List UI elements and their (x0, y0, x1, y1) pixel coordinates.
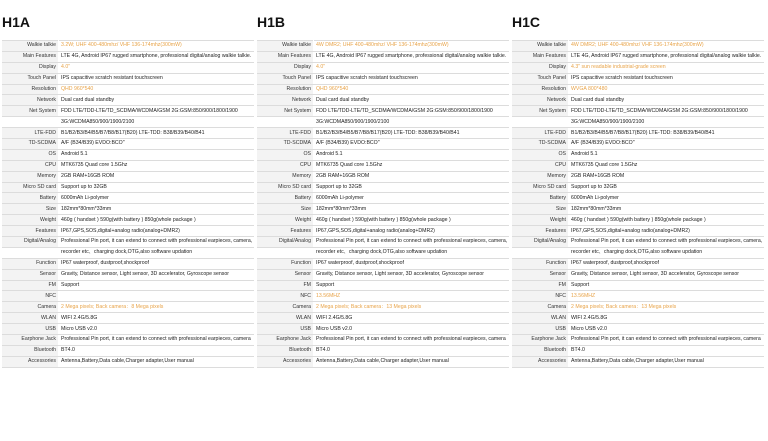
spec-value: B1/B2/B3/B4/B5/B7/B8/B17(B20) LTE-TDD: B38/B39/B40/B41 (314, 128, 510, 139)
model-title: H1B (257, 14, 286, 30)
spec-value: BT4.0 (314, 345, 510, 356)
spec-value: Micro USB v2.0 (314, 324, 510, 335)
spec-row (512, 226, 764, 237)
spec-value: 4W DMR2; UHF 400-480mhz/ VHF 136-174mhz(300mW) (314, 41, 510, 52)
spec-row (512, 106, 764, 117)
spec-label: WLAN (512, 313, 569, 324)
spec-label: Micro SD card (257, 182, 314, 193)
spec-row (257, 62, 509, 73)
spec-row (2, 356, 254, 367)
spec-value: LTE 4G, Android IP67 rugged smartphone, professional digital/analog walkie talkie. (59, 51, 255, 62)
spec-value: LTE 4G, Android IP67 rugged smartphone, professional digital/analog walkie talkie. (314, 51, 510, 62)
spec-label: CPU (2, 160, 59, 171)
spec-value: 4W DMR2; UHF 400-480mhz/ VHF 136-174mhz(300mW) (569, 41, 765, 52)
spec-label: USB (512, 324, 569, 335)
spec-label: Resolution (257, 84, 314, 95)
spec-row (257, 313, 509, 324)
spec-label: Net System (512, 106, 569, 117)
spec-value: 4.0" (314, 62, 510, 73)
spec-value: QHD 960*540 (314, 84, 510, 95)
spec-value: WVGA 800*480 (569, 84, 765, 95)
spec-row (257, 258, 509, 269)
spec-label: CPU (257, 160, 314, 171)
spec-value: 13.56MHZ (314, 291, 510, 302)
spec-value: A/F (B34/B39) EVDO:BCO" (314, 139, 510, 150)
spec-label: Micro SD card (2, 182, 59, 193)
spec-label: Micro SD card (512, 182, 569, 193)
spec-row (257, 171, 509, 182)
spec-label: USB (2, 324, 59, 335)
spec-value: B1/B2/B3/B4/B5/B7/B8/B17(B20) LTE-TDD: B38/B39/B40/B41 (569, 128, 765, 139)
spec-row (512, 302, 764, 313)
spec-label: Sensor (257, 269, 314, 280)
spec-row (2, 345, 254, 356)
spec-value: 6000mAh Li-polymer (59, 193, 255, 204)
spec-row (2, 41, 254, 52)
spec-value: Support (314, 280, 510, 291)
spec-label: Bluetooth (2, 345, 59, 356)
spec-row (512, 149, 764, 160)
spec-row (257, 345, 509, 356)
spec-label: Main Features (512, 51, 569, 62)
model-title: H1A (2, 14, 31, 30)
spec-row (512, 335, 764, 346)
spec-value: 2GB RAM+16GB ROM (314, 171, 510, 182)
spec-label: Battery (257, 193, 314, 204)
spec-row (257, 41, 509, 52)
spec-row (2, 226, 254, 237)
spec-value: WIFI 2.4G/5.8G (314, 313, 510, 324)
spec-row (2, 204, 254, 215)
spec-row (257, 335, 509, 346)
spec-row (257, 302, 509, 313)
spec-value: 460g ( handset ) 590g(with battery ) 850g(whole package ) (314, 215, 510, 226)
spec-table (512, 40, 764, 368)
spec-label: Size (512, 204, 569, 215)
spec-value: B1/B2/B3/B4/B5/B7/B8/B17(B20) LTE-TDD: B38/B39/B40/B41 (59, 128, 255, 139)
spec-row (257, 269, 509, 280)
spec-row (2, 51, 254, 62)
spec-label: Touch Panel (512, 73, 569, 84)
spec-label: Accessories (2, 356, 59, 367)
spec-value: 2GB RAM+16GB ROM (59, 171, 255, 182)
spec-row (2, 313, 254, 324)
spec-value: FDD LTE/TDD-LTE/TD_SCDMA/WCDMA/GSM 2G:GSM:850/900/1800/1900 (569, 106, 765, 117)
spec-value: Support (59, 280, 255, 291)
spec-label: Battery (512, 193, 569, 204)
spec-value: IPS capacitive scratch resistant touchscreen (59, 73, 255, 84)
spec-row (2, 291, 254, 302)
spec-label: Weight (257, 215, 314, 226)
spec-label: Memory (2, 171, 59, 182)
spec-row (2, 84, 254, 95)
spec-row (512, 258, 764, 269)
spec-value: recorder etc、charging dock,OTG,also software updation (569, 247, 765, 258)
spec-label: LTE-FDD (2, 128, 59, 139)
spec-label: Memory (257, 171, 314, 182)
spec-value: IP67,GPS,SOS,digital+analog radio(analog+DMR2) (314, 226, 510, 237)
spec-row (257, 106, 509, 117)
spec-value: Dual card dual standby (314, 95, 510, 106)
spec-label: Features (257, 226, 314, 237)
spec-value: BT4.0 (59, 345, 255, 356)
spec-label: FM (512, 280, 569, 291)
spec-label (2, 117, 59, 128)
spec-value: Support (569, 280, 765, 291)
spec-value: IP67,GPS,SOS,digital+analog radio(analog+DMR2) (569, 226, 765, 237)
spec-label: Network (257, 95, 314, 106)
spec-value: QHD 960*540 (59, 84, 255, 95)
spec-label: TD-SCDMA (257, 139, 314, 150)
spec-row (2, 73, 254, 84)
spec-label (512, 117, 569, 128)
spec-row (2, 324, 254, 335)
spec-row (2, 117, 254, 128)
spec-row (257, 149, 509, 160)
spec-value: FDD LTE/TDD-LTE/TD_SCDMA/WCDMA/GSM 2G:GSM:850/900/1800/1900 (314, 106, 510, 117)
spec-label: Earphone Jack (2, 335, 59, 346)
spec-label: LTE-FDD (257, 128, 314, 139)
spec-value: IPS capacitive scratch resistant touchscreen (569, 73, 765, 84)
spec-value (59, 291, 255, 302)
spec-row (257, 193, 509, 204)
spec-value: A/F (B34/B39) EVDO:BCO" (569, 139, 765, 150)
spec-value: 2 Mega pixels; Back camera：8 Mega pixels (59, 302, 255, 313)
spec-value: Professional Pin port, it can extend to connect with professional earpieces, camera (59, 335, 255, 346)
spec-value: IP67,GPS,SOS,digital+analog radio(analog+DMR2) (59, 226, 255, 237)
spec-row (2, 149, 254, 160)
spec-label: LTE-FDD (512, 128, 569, 139)
spec-value: Android 5.1 (569, 149, 765, 160)
spec-label: Size (2, 204, 59, 215)
spec-label: Weight (2, 215, 59, 226)
spec-value: Antenna,Battery,Data cable,Charger adapter,User manual (314, 356, 510, 367)
spec-label: Sensor (512, 269, 569, 280)
spec-value: 13.56MHZ (569, 291, 765, 302)
spec-value: A/F (B34/B39) EVDO:BCO" (59, 139, 255, 150)
spec-row (257, 95, 509, 106)
spec-label: Walkie talkie (2, 41, 59, 52)
spec-value: MTK6735 Quad core 1.5Ghz (314, 160, 510, 171)
spec-value: 182mm*80mm*33mm (314, 204, 510, 215)
spec-row (257, 51, 509, 62)
spec-row (512, 247, 764, 258)
spec-value: IPS capacitive scratch resistant touchscreen (314, 73, 510, 84)
spec-value: MTK6735 Quad core 1.5Ghz (569, 160, 765, 171)
spec-label: Bluetooth (512, 345, 569, 356)
spec-row (2, 247, 254, 258)
spec-value: 4.3" sun readable industrial-grade screen (569, 62, 765, 73)
spec-row (2, 258, 254, 269)
spec-value: Antenna,Battery,Data cable,Charger adapter,User manual (59, 356, 255, 367)
spec-row (512, 269, 764, 280)
spec-row (257, 356, 509, 367)
spec-row (2, 182, 254, 193)
spec-value: Gravity, Distance sensor, Light sensor, 3D accelerator, Gyroscope sensor (314, 269, 510, 280)
spec-value: Support up to 32GB (59, 182, 255, 193)
spec-label: Network (512, 95, 569, 106)
spec-label: NFC (512, 291, 569, 302)
spec-label: Function (2, 258, 59, 269)
spec-row (257, 160, 509, 171)
spec-row (512, 215, 764, 226)
spec-table (257, 40, 509, 368)
spec-row (512, 128, 764, 139)
spec-row (257, 291, 509, 302)
spec-value: Support up to 32GB (314, 182, 510, 193)
spec-row (512, 280, 764, 291)
spec-row (2, 280, 254, 291)
spec-row (257, 237, 509, 248)
spec-label: Net System (2, 106, 59, 117)
spec-value: recorder etc、charging dock,OTG,also software updation (314, 247, 510, 258)
spec-label: Main Features (257, 51, 314, 62)
spec-label: Weight (512, 215, 569, 226)
spec-label: Digital/Analog (512, 237, 569, 248)
spec-value: Micro USB v2.0 (59, 324, 255, 335)
spec-value: Professional Pin port, it can extend to connect with professional earpieces, camera, (314, 237, 510, 248)
spec-value: Antenna,Battery,Data cable,Charger adapter,User manual (569, 356, 765, 367)
spec-label: Net System (257, 106, 314, 117)
spec-row (512, 193, 764, 204)
spec-value: 460g ( handset ) 590g(with battery ) 850g(whole package ) (569, 215, 765, 226)
spec-label: OS (2, 149, 59, 160)
spec-row (512, 41, 764, 52)
spec-label: Touch Panel (2, 73, 59, 84)
spec-value: 182mm*80mm*33mm (569, 204, 765, 215)
spec-label: NFC (2, 291, 59, 302)
spec-label: FM (257, 280, 314, 291)
spec-row (2, 106, 254, 117)
spec-row (257, 73, 509, 84)
spec-label (2, 247, 59, 258)
spec-row (512, 139, 764, 150)
spec-value: 3G:WCDMA850/900/1900/2100 (314, 117, 510, 128)
spec-value: LTE 4G, Android IP67 rugged smartphone, professional digital/analog walkie talkie. (569, 51, 765, 62)
spec-label: Digital/Analog (257, 237, 314, 248)
spec-label: Features (512, 226, 569, 237)
spec-row (512, 95, 764, 106)
spec-row (2, 62, 254, 73)
spec-value: 3G:WCDMA850/900/1900/2100 (569, 117, 765, 128)
spec-row (257, 215, 509, 226)
spec-value: 2GB RAM+16GB ROM (569, 171, 765, 182)
spec-row (257, 226, 509, 237)
spec-label: OS (257, 149, 314, 160)
spec-value: 2 Mega pixels; Back camera：13 Mega pixels (314, 302, 510, 313)
spec-label: Main Features (2, 51, 59, 62)
spec-label (257, 247, 314, 258)
spec-row (257, 204, 509, 215)
spec-value: 460g ( handset ) 590g(with battery ) 850g(whole package ) (59, 215, 255, 226)
spec-label: TD-SCDMA (2, 139, 59, 150)
spec-row (512, 84, 764, 95)
spec-row (512, 117, 764, 128)
spec-value: 3.2W; UHF 400-480mhz/ VHF 136-174mhz(300mW) (59, 41, 255, 52)
spec-value: WIFI 2.4G/5.8G (59, 313, 255, 324)
spec-value: Professional Pin port, it can extend to connect with professional earpieces, camera (314, 335, 510, 346)
spec-row (257, 128, 509, 139)
spec-value: Android 5.1 (314, 149, 510, 160)
spec-label: Display (2, 62, 59, 73)
spec-row (2, 335, 254, 346)
spec-value: Professional Pin port, it can extend to connect with professional earpieces, camera, (59, 237, 255, 248)
spec-table (2, 40, 254, 368)
spec-row (512, 324, 764, 335)
spec-value: Dual card dual standby (569, 95, 765, 106)
spec-label: Sensor (2, 269, 59, 280)
spec-label: WLAN (257, 313, 314, 324)
spec-label: FM (2, 280, 59, 291)
spec-label: Earphone Jack (512, 335, 569, 346)
spec-row (2, 193, 254, 204)
spec-row (512, 237, 764, 248)
spec-row (512, 51, 764, 62)
spec-row (2, 237, 254, 248)
spec-label: Earphone Jack (257, 335, 314, 346)
spec-value: Android 5.1 (59, 149, 255, 160)
spec-row (512, 204, 764, 215)
spec-value: Professional Pin port, it can extend to connect with professional earpieces, camera (569, 335, 765, 346)
spec-value: FDD LTE/TDD-LTE/TD_SCDMA/WCDMA/GSM 2G:GSM:850/900/1800/1900 (59, 106, 255, 117)
spec-row (512, 160, 764, 171)
spec-label: Function (512, 258, 569, 269)
spec-value: recorder etc、charging dock,OTG,also software updation (59, 247, 255, 258)
spec-row (512, 182, 764, 193)
spec-row (2, 171, 254, 182)
spec-value: BT4.0 (569, 345, 765, 356)
spec-label: Display (257, 62, 314, 73)
spec-label: Camera (257, 302, 314, 313)
spec-label: Touch Panel (257, 73, 314, 84)
spec-value: Support up to 32GB (569, 182, 765, 193)
spec-label: Bluetooth (257, 345, 314, 356)
spec-row (257, 182, 509, 193)
spec-label: Accessories (257, 356, 314, 367)
spec-row (512, 356, 764, 367)
spec-value: IP67 waterproof, dustproof,shockproof (314, 258, 510, 269)
spec-label: NFC (257, 291, 314, 302)
spec-value: IP67 waterproof, dustproof,shockproof (59, 258, 255, 269)
spec-label (257, 117, 314, 128)
spec-row (257, 247, 509, 258)
spec-value: IP67 waterproof, dustproof,shockproof (569, 258, 765, 269)
spec-label: Walkie talkie (257, 41, 314, 52)
spec-value: 6000mAh Li-polymer (314, 193, 510, 204)
spec-value: Gravity, Distance sensor, Light sensor, 3D accelerator, Gyroscope sensor (569, 269, 765, 280)
spec-row (257, 139, 509, 150)
spec-label: Display (512, 62, 569, 73)
spec-row (512, 291, 764, 302)
spec-value: 6000mAh Li-polymer (569, 193, 765, 204)
spec-value: MTK6735 Quad core 1.5Ghz (59, 160, 255, 171)
spec-row (257, 84, 509, 95)
spec-label (512, 247, 569, 258)
spec-label: OS (512, 149, 569, 160)
spec-row (257, 324, 509, 335)
spec-label: Digital/Analog (2, 237, 59, 248)
spec-row (512, 345, 764, 356)
spec-row (2, 160, 254, 171)
spec-label: Resolution (512, 84, 569, 95)
spec-label: CPU (512, 160, 569, 171)
spec-row (2, 269, 254, 280)
spec-value: Micro USB v2.0 (569, 324, 765, 335)
spec-label: Network (2, 95, 59, 106)
spec-label: Accessories (512, 356, 569, 367)
spec-value: WIFI 2.4G/5.8G (569, 313, 765, 324)
spec-label: Camera (2, 302, 59, 313)
spec-label: Size (257, 204, 314, 215)
spec-value: 3G:WCDMA850/900/1900/2100 (59, 117, 255, 128)
spec-row (2, 302, 254, 313)
spec-label: WLAN (2, 313, 59, 324)
spec-label: Function (257, 258, 314, 269)
spec-label: Walkie talkie (512, 41, 569, 52)
spec-row (257, 280, 509, 291)
spec-row (2, 139, 254, 150)
spec-label: USB (257, 324, 314, 335)
model-title: H1C (512, 14, 541, 30)
spec-value: 4.0" (59, 62, 255, 73)
spec-label: Resolution (2, 84, 59, 95)
spec-row (257, 117, 509, 128)
spec-value: Dual card dual standby (59, 95, 255, 106)
spec-value: 182mm*80mm*33mm (59, 204, 255, 215)
spec-row (512, 73, 764, 84)
spec-label: TD-SCDMA (512, 139, 569, 150)
spec-label: Battery (2, 193, 59, 204)
spec-row (2, 128, 254, 139)
spec-label: Memory (512, 171, 569, 182)
spec-value: Gravity, Distance sensor, Light sensor, 3D accelerator, Gyroscope sensor (59, 269, 255, 280)
spec-value: 2 Mega pixels; Back camera：13 Mega pixels (569, 302, 765, 313)
spec-row (512, 171, 764, 182)
spec-value: Professional Pin port, it can extend to connect with professional earpieces, camera, (569, 237, 765, 248)
spec-row (512, 62, 764, 73)
spec-label: Camera (512, 302, 569, 313)
spec-row (512, 313, 764, 324)
spec-row (2, 95, 254, 106)
spec-row (2, 215, 254, 226)
spec-label: Features (2, 226, 59, 237)
